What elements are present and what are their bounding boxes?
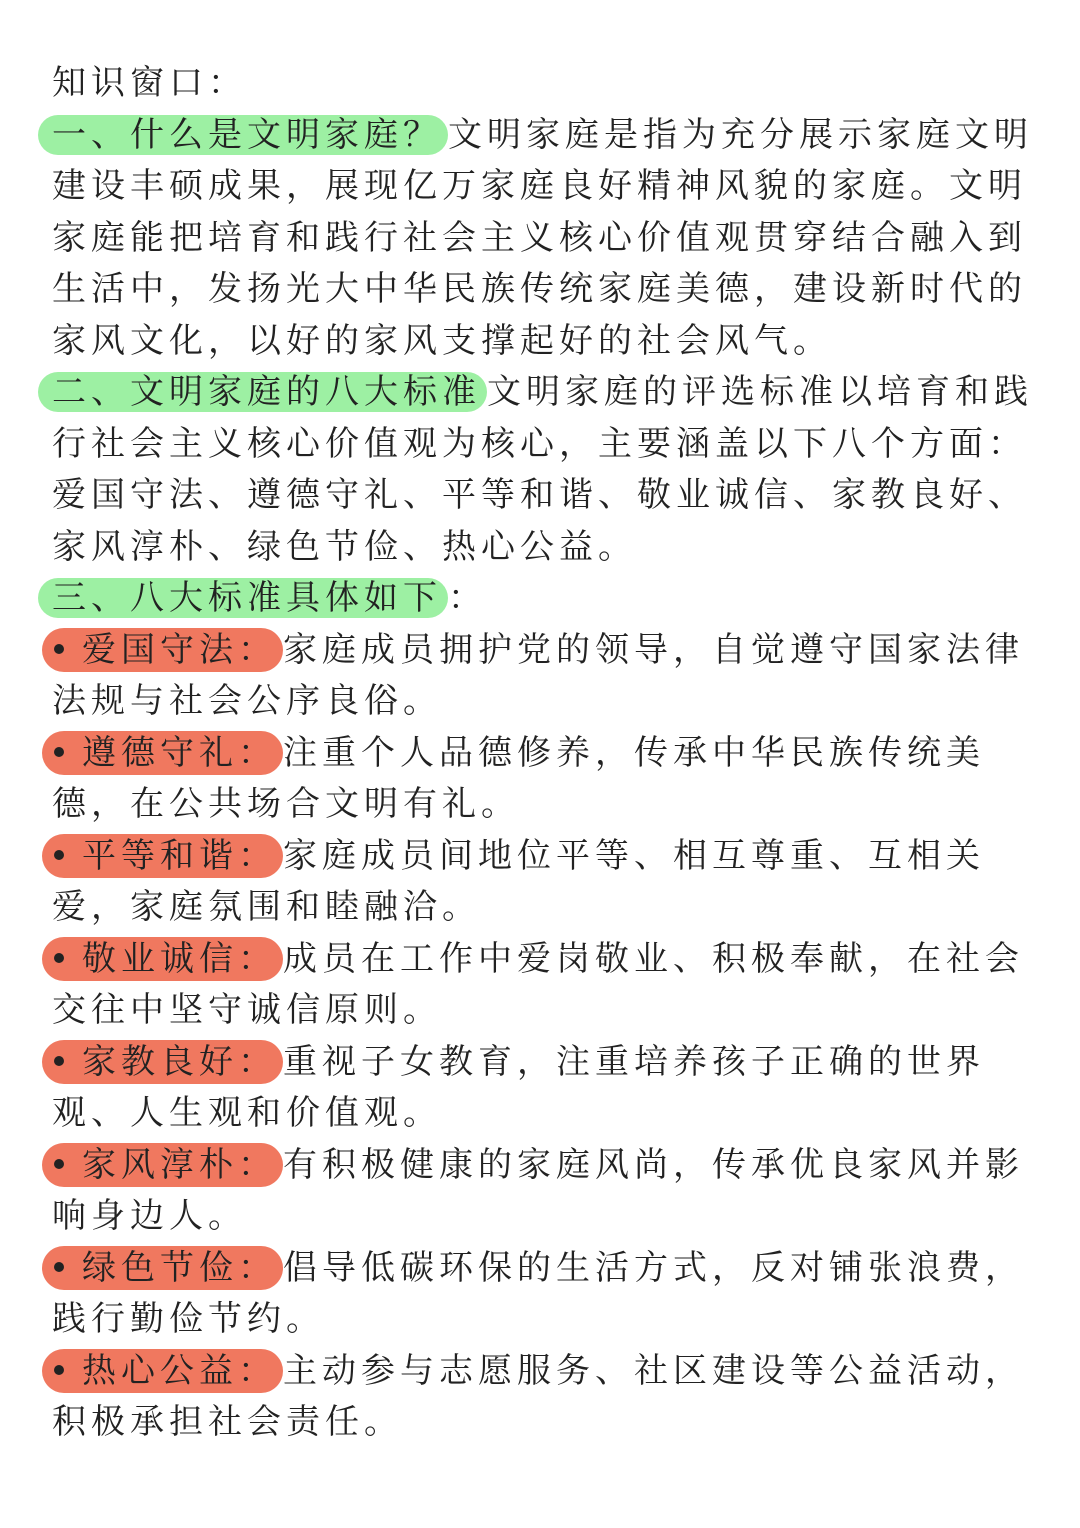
section-1-first-line xyxy=(52,110,1032,162)
section-2-text: 家风淳朴、绿色节俭、热心公益。 xyxy=(52,526,637,567)
standard-text: 观、人生观和价值观。 xyxy=(52,1093,442,1133)
section-2-first-line xyxy=(52,367,1032,419)
section-2-text: 文明家庭的评选标准以培育和践 xyxy=(487,372,1033,412)
bullet-icon xyxy=(54,953,64,963)
standard-label-pill xyxy=(42,1040,283,1084)
section-1-text: 建设丰硕成果，展现亿万家庭良好精神风貌的家庭。文明 xyxy=(52,166,1027,206)
bullet-icon xyxy=(54,1159,64,1169)
bullet-icon xyxy=(54,1365,64,1375)
standard-text: 践行勤俭节约。 xyxy=(52,1299,325,1339)
section-2-text: 爱国守法、遵德守礼、平等和谐、敬业诚信、家教良好、 xyxy=(52,475,1027,515)
standard-text: 交往中坚守诚信原则。 xyxy=(52,990,442,1030)
standard-label: 爱国守法： xyxy=(82,629,277,670)
standard-label-pill xyxy=(42,1349,283,1393)
bullet-icon xyxy=(54,747,64,757)
standard-label: 热心公益： xyxy=(82,1350,277,1391)
standard-item xyxy=(52,1346,1032,1398)
standard-label-pill xyxy=(42,1246,283,1290)
standard-text: 法规与社会公序良俗。 xyxy=(52,681,442,721)
standard-label: 绿色节俭： xyxy=(82,1247,277,1288)
standard-item xyxy=(52,1140,1032,1192)
standard-label: 家风淳朴： xyxy=(82,1144,277,1185)
standard-text: 注重个人品德修养，传承中华民族传统美 xyxy=(283,732,985,773)
standard-text: 德，在公共场合文明有礼。 xyxy=(52,784,520,824)
standard-label: 敬业诚信： xyxy=(82,938,277,979)
document-title: 知识窗口： xyxy=(52,63,247,103)
bullet-icon xyxy=(54,644,64,654)
standard-text: 主动参与志愿服务、社区建设等公益活动， xyxy=(283,1350,1024,1391)
standard-label: 遵德守礼： xyxy=(82,732,277,773)
standard-text: 积极承担社会责任。 xyxy=(52,1402,403,1442)
standard-text: 家庭成员拥护党的领导，自觉遵守国家法律 xyxy=(283,629,1024,670)
standard-label: 家教良好： xyxy=(82,1041,277,1082)
section-3-heading: 三、八大标准具体如下 xyxy=(38,578,448,618)
standard-text: 家庭成员间地位平等、相互尊重、互相关 xyxy=(283,835,985,876)
section-2-text: 行社会主义核心价值观为核心，主要涵盖以下八个方面： xyxy=(52,423,1027,464)
standard-label-pill xyxy=(42,731,283,775)
standard-text: 成员在工作中爱岗敬业、积极奉献，在社会 xyxy=(283,938,1024,979)
section-1-text: 生活中，发扬光大中华民族传统家庭美德，建设新时代的 xyxy=(52,269,1027,309)
standard-item xyxy=(52,831,1032,883)
standard-text: 响身边人。 xyxy=(52,1196,247,1236)
section-1-heading: 一、什么是文明家庭？ xyxy=(38,115,448,155)
bullet-icon xyxy=(54,850,64,860)
standard-item xyxy=(52,1037,1032,1089)
standard-label: 平等和谐： xyxy=(82,835,277,876)
standard-item xyxy=(52,625,1032,677)
section-3-line xyxy=(52,573,1032,625)
section-3-colon: ： xyxy=(448,578,487,618)
bullet-icon xyxy=(54,1056,64,1066)
knowledge-document xyxy=(52,58,1032,1449)
standard-text: 爱，家庭氛围和睦融洽。 xyxy=(52,887,481,927)
section-1-text: 家庭能把培育和践行社会主义核心价值观贯穿结合融入到 xyxy=(52,217,1027,258)
standard-item xyxy=(52,1243,1032,1295)
section-1-text: 文明家庭是指为充分展示家庭文明 xyxy=(448,114,1033,155)
bullet-icon xyxy=(54,1262,64,1272)
section-2-heading: 二、文明家庭的八大标准 xyxy=(38,372,487,412)
standard-label-pill xyxy=(42,628,283,672)
section-1-text: 家风文化，以好的家风支撑起好的社会风气。 xyxy=(52,320,832,361)
standard-text: 有积极健康的家庭风尚，传承优良家风并影 xyxy=(283,1144,1024,1185)
standard-text: 倡导低碳环保的生活方式，反对铺张浪费， xyxy=(283,1247,1024,1288)
standard-label-pill xyxy=(42,1143,283,1187)
standard-text: 重视子女教育，注重培养孩子正确的世界 xyxy=(283,1041,985,1082)
standard-label-pill xyxy=(42,834,283,878)
standard-item xyxy=(52,728,1032,780)
standard-label-pill xyxy=(42,937,283,981)
standard-item xyxy=(52,934,1032,986)
